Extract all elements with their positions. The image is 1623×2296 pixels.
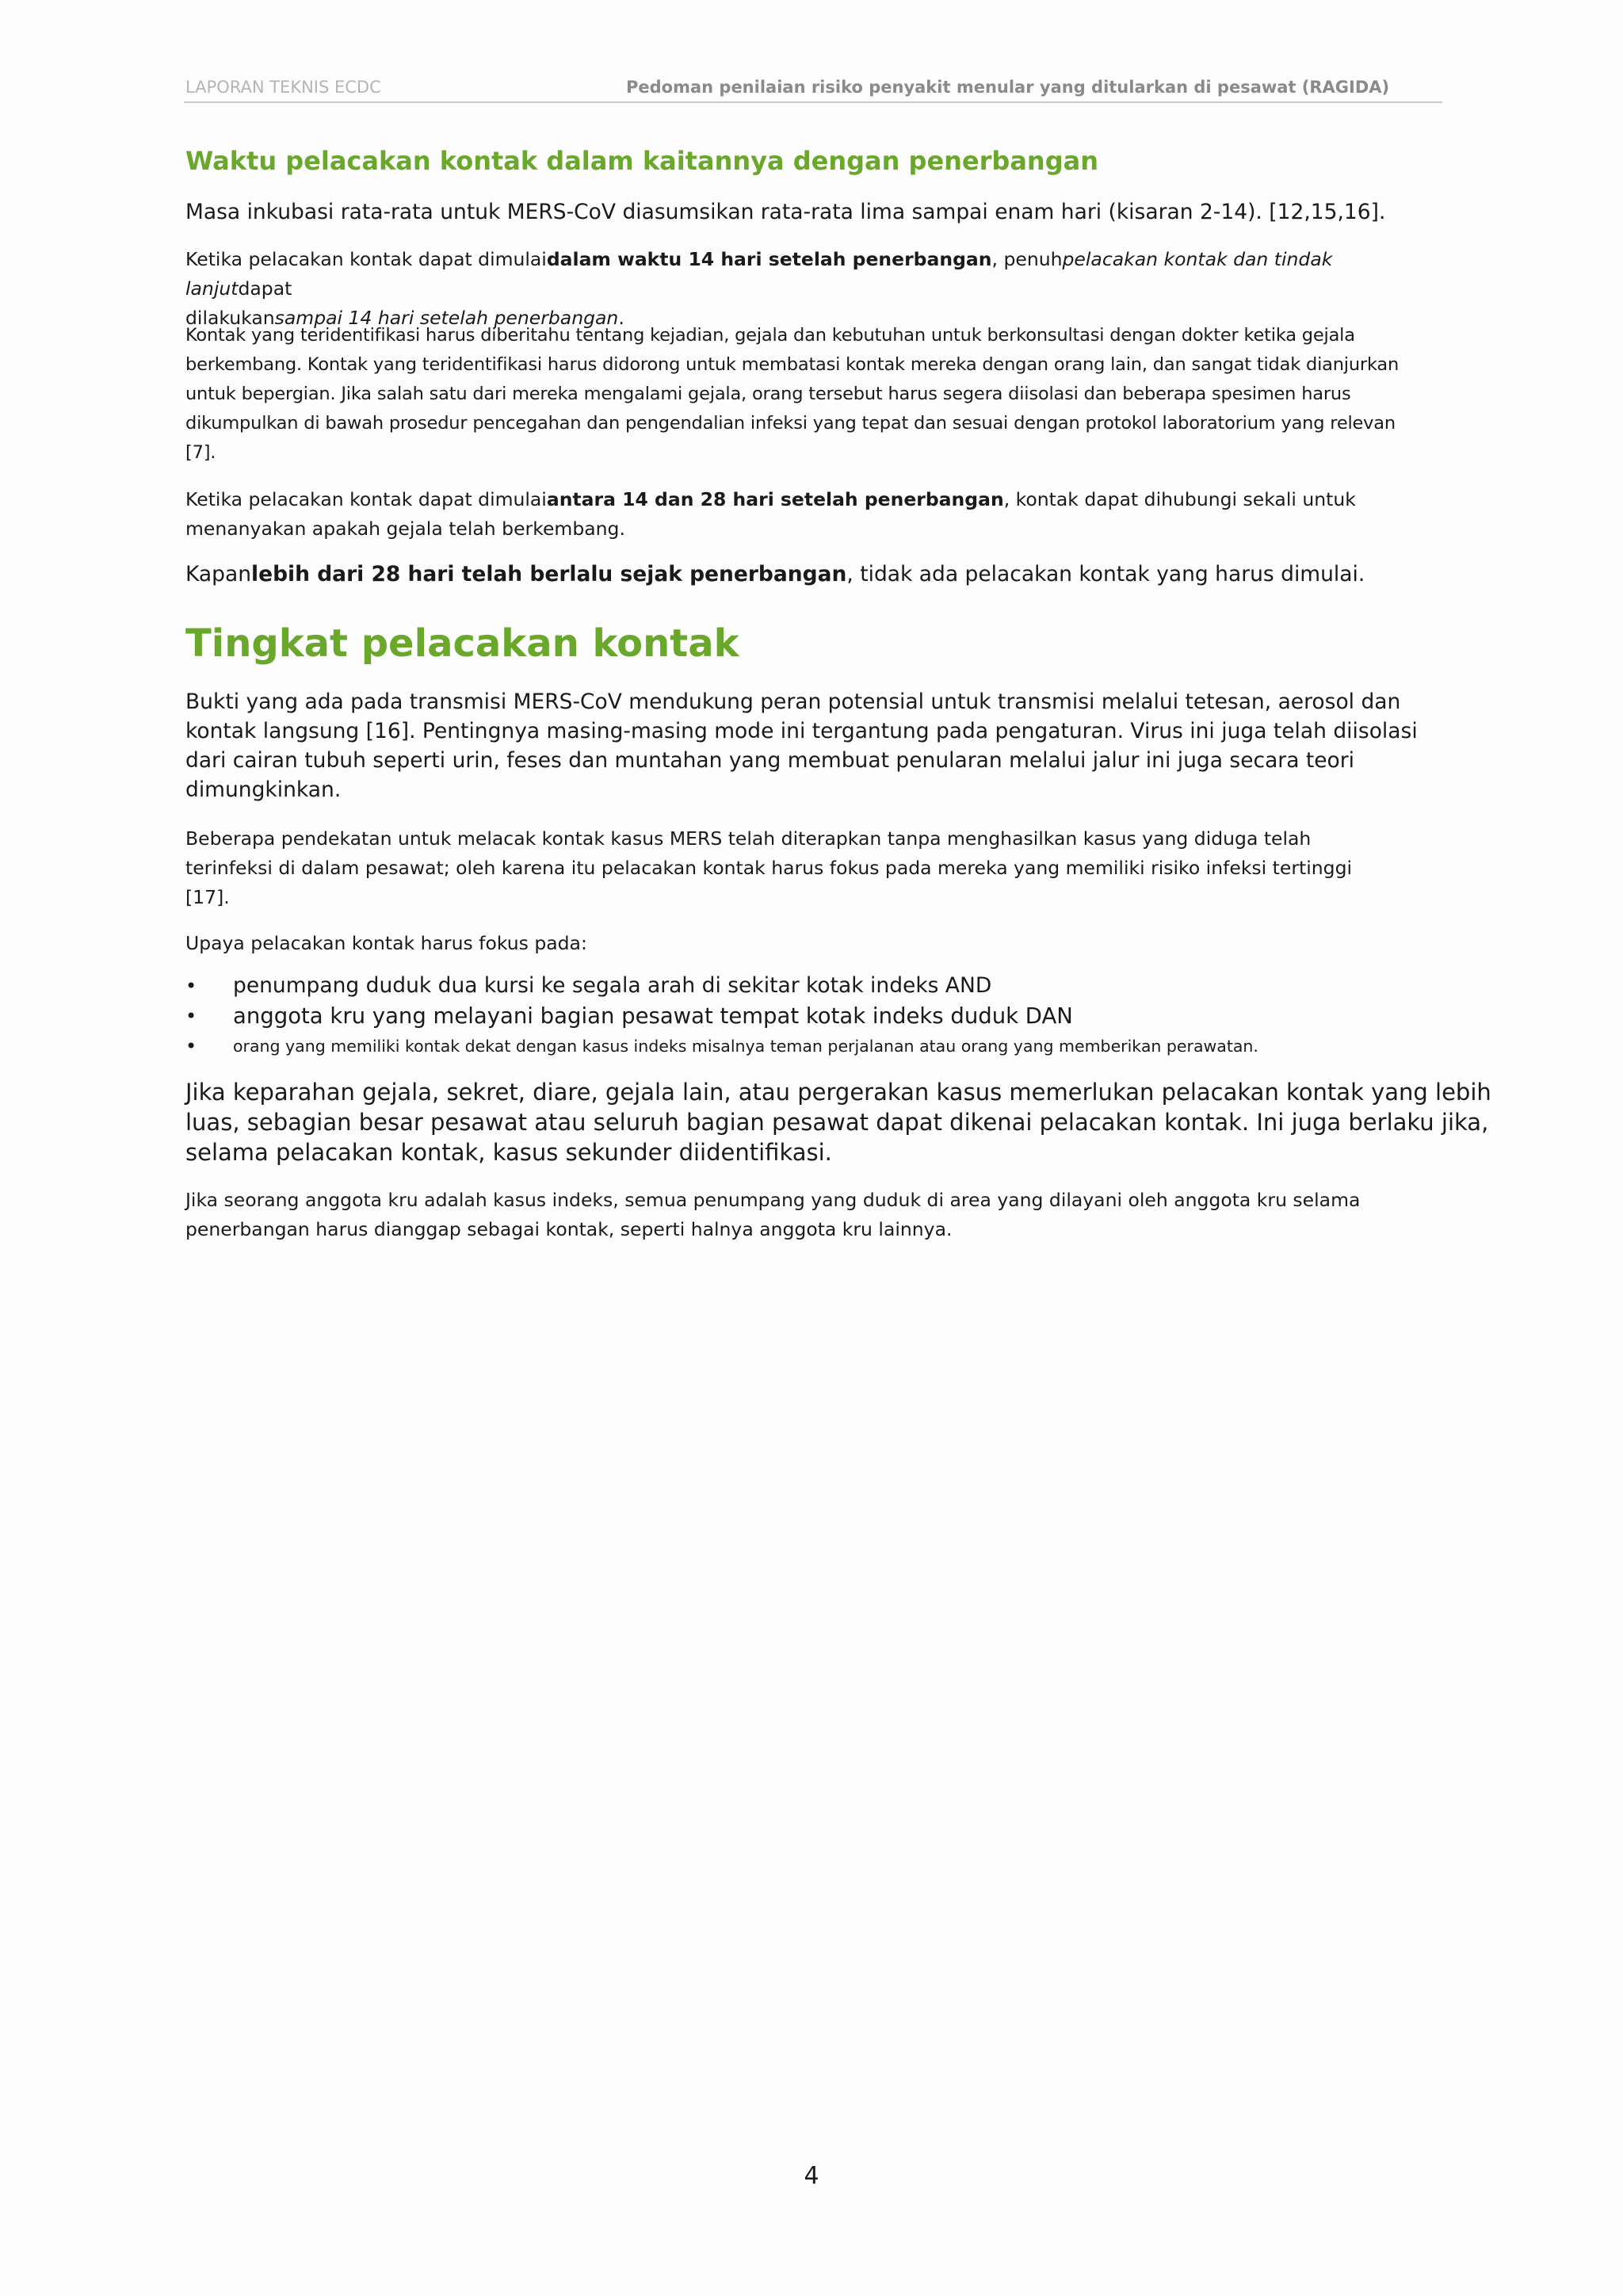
paragraph-tracing-approaches: Beberapa pendekatan untuk melacak kontak kasus MERS telah diterapkan tanpa menghasilkan kasus yang diduga telah terinfeksi di dalam pesawat; oleh karena itu pelacakan kontak harus fokus pada mereka yang memiliki risiko infeksi tertinggi [17]. — [185, 827, 1353, 908]
emphasis-within-14-days: dalam waktu 14 hari setelah penerbangan — [546, 248, 992, 270]
paragraph-contact-notification: Kontak yang teridentifikasi harus diberitahu tentang kejadian, gejala dan kebutuhan untuk berkonsultasi dengan dokter ketika gejala berkembang. Kontak yang teridentifikasi harus didorong untuk membatasi kontak mereka dengan orang lain, dan sangat tidak dianjurkan untuk bepergian. Jika salah satu dari mereka mengalami gejala, orang tersebut harus segera diisolasi dan beberapa spesimen harus dikumpulkan di bawah prosedur pencegahan dan pengendalian infeksi yang tepat dan sesuai dengan protokol laboratorium yang relevan [7]. — [185, 325, 1400, 463]
paragraph-14-to-28-days: Ketika pelacakan kontak dapat dimulaiantara 14 dan 28 hari setelah penerbangan, kontak dapat dihubungi sekali untuk menanyakan apakah gejala telah berkembang. — [185, 488, 1356, 540]
report-type-label: LAPORAN TEKNIS ECDC — [185, 78, 381, 97]
list-item: • orang yang memiliki kontak dekat dengan kasus indeks misalnya teman perjalanan atau orang yang memberikan perawatan. — [185, 1031, 1438, 1061]
page-number: 4 — [804, 2162, 819, 2190]
document-title-header: Pedoman penilaian risiko penyakit menular yang ditularkan di pesawat (RAGIDA) — [626, 78, 1390, 97]
paragraph-within-14-days: Ketika pelacakan kontak dapat dimulaidalam waktu 14 hari setelah penerbangan, penuhpelacakan kontak dan tindak lanjutdapat dilakukansampai 14 hari setelah penerbangan. — [185, 248, 1333, 329]
bullet-marker: • — [185, 975, 197, 997]
paragraph-incubation: Masa inkubasi rata-rata untuk MERS-CoV diasumsikan rata-rata lima sampai enam hari (kisaran 2-14). [12,15,16]. — [185, 200, 1386, 224]
paragraph-wider-tracing: Jika keparahan gejala, sekret, diare, gejala lain, atau pergerakan kasus memerlukan pelacakan kontak yang lebih luas, sebagian besar pesawat atau seluruh bagian pesawat dapat dikenai pelacakan kontak. Ini juga berlaku jika, selama pelacakan kontak, kasus sekunder diidentifikasi. — [185, 1079, 1491, 1166]
bullet-marker: • — [185, 1035, 197, 1057]
running-header — [184, 74, 1442, 103]
emphasis-over-28-days: lebih dari 28 hari telah berlalu sejak penerbangan — [251, 562, 847, 586]
paragraph-crew-index-case: Jika seorang anggota kru adalah kasus indeks, semua penumpang yang duduk di area yang dilayani oleh anggota kru selama penerbangan harus dianggap sebagai kontak, seperti halnya anggota kru lainnya. — [185, 1189, 1361, 1240]
emphasis-full-tracing: pelacakan kontak dan tindak lanjut — [185, 248, 1333, 300]
bullet-marker: • — [185, 1005, 197, 1027]
list-item: • penumpang duduk dua kursi ke segala arah di sekitar kotak indeks AND — [185, 971, 1438, 1001]
section-heading-timing: Waktu pelacakan kontak dalam kaitannya dengan penerbangan — [185, 146, 1098, 176]
paragraph-transmission-evidence: Bukti yang ada pada transmisi MERS-CoV mendukung peran potensial untuk transmisi melalui tetesan, aerosol dan kontak langsung [16]. Pentingnya masing-masing mode ini tergantung pada pengaturan. Virus ini juga telah diisolasi dari cairan tubuh seperti urin, feses dan muntahan yang membuat penularan melalui jalur ini juga secara teori dimungkinkan. — [185, 690, 1418, 802]
emphasis-until-14-days: sampai 14 hari setelah penerbangan — [274, 307, 619, 329]
paragraph-over-28-days: Kapanlebih dari 28 hari telah berlalu sejak penerbangan, tidak ada pelacakan kontak yang harus dimulai. — [185, 562, 1365, 586]
paragraph-focus-intro: Upaya pelacakan kontak harus fokus pada: — [185, 932, 587, 954]
list-item: • anggota kru yang melayani bagian pesawat tempat kotak indeks duduk DAN — [185, 1001, 1438, 1031]
section-heading-tracing-level: Tingkat pelacakan kontak — [185, 621, 739, 666]
focus-bullet-list — [185, 971, 1438, 1061]
emphasis-14-to-28-days: antara 14 dan 28 hari setelah penerbangan — [546, 488, 1004, 510]
